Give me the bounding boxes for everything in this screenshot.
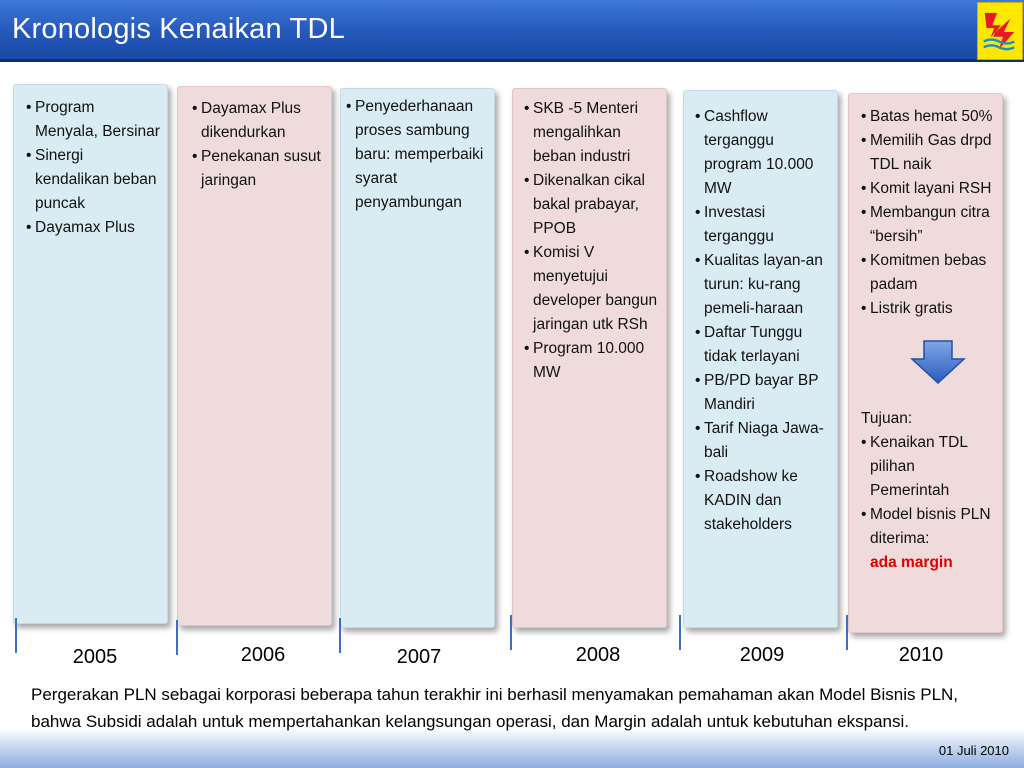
timeline-tick bbox=[339, 618, 341, 653]
timeline-card-2009 bbox=[683, 90, 838, 628]
year-label-2009: 2009 bbox=[739, 644, 785, 666]
margin-highlight: ada margin bbox=[870, 554, 953, 571]
list-item: • Batas hemat 50% bbox=[861, 105, 998, 129]
list-item: • SKB -5 Menteri mengalihkan beban industri bbox=[524, 97, 660, 169]
list-item: • Program Menyala, Bersinar bbox=[26, 96, 161, 144]
title-bar bbox=[0, 0, 1024, 62]
list-item: • Dikenalkan cikal bakal prabayar, PPOB bbox=[524, 169, 660, 241]
list-item: • Komit layani RSH bbox=[861, 177, 998, 201]
year-label-2007: 2007 bbox=[396, 646, 442, 668]
timeline-card-2007 bbox=[340, 88, 495, 628]
year-label-2008: 2008 bbox=[575, 644, 621, 666]
list-item: • Listrik gratis bbox=[861, 297, 998, 321]
timeline-card-2005 bbox=[13, 84, 168, 624]
list-item: • Dayamax Plus bbox=[26, 216, 161, 240]
bullet-list bbox=[26, 96, 161, 240]
timeline-card-2008 bbox=[512, 88, 667, 628]
bullet-list bbox=[346, 95, 490, 215]
footer-date: 01 Juli 2010 bbox=[938, 743, 1009, 758]
year-label-2010: 2010 bbox=[898, 644, 944, 666]
timeline-tick bbox=[679, 615, 681, 650]
list-item: • Tarif Niaga Jawa-bali bbox=[695, 417, 833, 465]
list-item: • Investasi terganggu bbox=[695, 201, 833, 249]
list-item: • Kenaikan TDL pilihan Pemerintah bbox=[861, 431, 998, 503]
down-arrow-icon bbox=[910, 339, 966, 385]
bullet-list bbox=[524, 97, 660, 385]
list-item: • Membangun citra “bersih” bbox=[861, 201, 998, 249]
list-item: • Sinergi kendalikan beban puncak bbox=[26, 144, 161, 216]
list-item: • Cashflow terganggu program 10.000 MW bbox=[695, 105, 833, 201]
summary-text: Pergerakan PLN sebagai korporasi beberapa tahun terakhir ini berhasil menyamakan pemahaman akan Model Bisnis PLN, bahwa Subsidi adalah untuk mempertahankan kelangsungan operasi, dan Margin adalah untuk kebutuhan ekspansi. bbox=[31, 685, 959, 731]
timeline-card-2006 bbox=[177, 86, 332, 626]
pln-lightning-logo-icon bbox=[977, 2, 1023, 60]
list-item: • Daftar Tunggu tidak terlayani bbox=[695, 321, 833, 369]
list-item: • Dayamax Plus dikendurkan bbox=[192, 97, 325, 145]
goal-label: Tujuan: bbox=[861, 410, 913, 427]
list-item bbox=[861, 503, 998, 575]
timeline-tick bbox=[510, 615, 512, 650]
list-item: • Memilih Gas drpd TDL naik bbox=[861, 129, 998, 177]
bullet-list bbox=[861, 105, 998, 321]
timeline-tick bbox=[176, 620, 178, 655]
goal-text: Model bisnis PLN diterima: bbox=[870, 506, 991, 547]
list-item: • PB/PD bayar BP Mandiri bbox=[695, 369, 833, 417]
timeline-tick bbox=[15, 618, 17, 653]
list-item: • Program 10.000 MW bbox=[524, 337, 660, 385]
year-label-2006: 2006 bbox=[240, 644, 286, 666]
list-item: • Penekanan susut jaringan bbox=[192, 145, 325, 193]
year-label-2005: 2005 bbox=[72, 646, 118, 668]
list-item: • Penyederhanaan proses sambung baru: memperbaiki syarat penyambungan bbox=[346, 95, 490, 215]
timeline-card-2010 bbox=[848, 93, 1003, 633]
list-item: • Komitmen bebas padam bbox=[861, 249, 998, 297]
page-title: Kronologis Kenaikan TDL bbox=[12, 13, 345, 45]
timeline-tick bbox=[846, 615, 848, 650]
goal-list bbox=[861, 431, 998, 575]
list-item: • Komisi V menyetujui developer bangun jaringan utk RSh bbox=[524, 241, 660, 337]
list-item: • Kualitas layan-an turun: ku-rang pemeli-haraan bbox=[695, 249, 833, 321]
bullet-list bbox=[695, 105, 833, 537]
bullet-list bbox=[192, 97, 325, 193]
list-item: • Roadshow ke KADIN dan stakeholders bbox=[695, 465, 833, 537]
